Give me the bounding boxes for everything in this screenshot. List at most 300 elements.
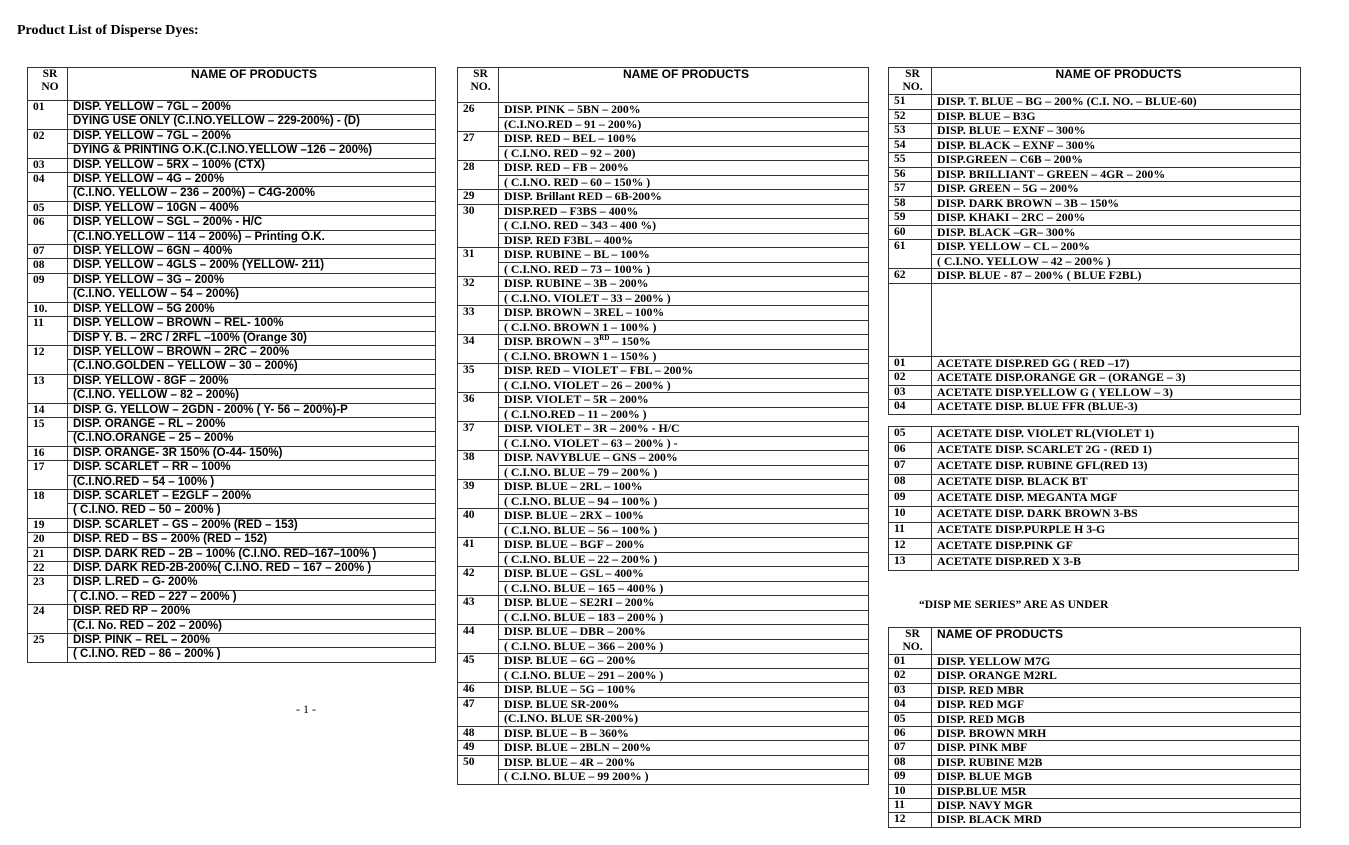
table-row — [28, 259, 436, 273]
table-row — [28, 634, 436, 648]
sr-number-cell — [458, 436, 499, 451]
product-name-cell: DISP.RED – F3BS – 400% — [499, 204, 869, 219]
table-row — [28, 374, 436, 388]
page-number: - 1 - — [296, 702, 316, 716]
product-name-cell: DISP. RED MGB — [932, 712, 1301, 726]
sr-number-cell — [458, 639, 499, 654]
product-name-cell: ACETATE DISP. RUBINE GFL(RED 13) — [932, 459, 1299, 475]
table-row — [889, 507, 1299, 523]
product-name-cell: (C.I.NO.YELLOW – 114 – 200%) – Printing O.K. — [68, 230, 436, 244]
product-name-cell: DISP. BLUE – B – 360% — [499, 726, 869, 741]
product-name-cell: DISP. BRILLIANT – GREEN – 4GR – 200% — [932, 167, 1301, 182]
product-name-cell: DISP. YELLOW – 3G – 200% — [68, 273, 436, 287]
sr-number-cell: 10 — [889, 507, 932, 523]
table-row — [889, 669, 1301, 683]
sr-number-cell: 16 — [28, 446, 68, 460]
table-row — [458, 161, 869, 176]
product-name-cell: ACETATE DISP. BLUE FFR (BLUE-3) — [932, 400, 1301, 415]
products-table-1 — [27, 67, 436, 663]
table-row — [28, 201, 436, 215]
sr-number-cell: 04 — [889, 698, 932, 712]
product-name-cell: DISP. BLUE – 6G – 200% — [499, 654, 869, 669]
sr-number-cell — [458, 494, 499, 509]
product-name-cell: DISP Y. B. – 2RC / 2RFL –100% (Orange 30) — [68, 331, 436, 345]
sr-number-cell: 01 — [28, 101, 68, 115]
product-name-cell: ( C.I.NO. BROWN 1 – 100% ) — [499, 320, 869, 335]
sr-number-cell — [458, 523, 499, 538]
product-name-cell: DISP. NAVYBLUE – GNS – 200% — [499, 451, 869, 466]
product-name-cell: DISP. SCARLET – RR – 100% — [68, 461, 436, 475]
sr-number-cell — [458, 610, 499, 625]
product-name-cell: DISP.BLUE M5R — [932, 784, 1301, 798]
product-name-cell: DISP. BROWN – 3REL – 100% — [499, 306, 869, 321]
product-name-cell: ( C.I.NO. BLUE – 94 – 100% ) — [499, 494, 869, 509]
table-row — [889, 95, 1301, 110]
product-name-cell: DISP. DARK RED – 2B – 100% (C.I.NO. RED–167–100% ) — [68, 547, 436, 561]
product-name-cell: ( C.I.NO. YELLOW – 42 – 200% ) — [932, 254, 1301, 269]
table-row — [28, 475, 436, 489]
table-row — [458, 625, 869, 640]
table-row — [458, 393, 869, 408]
product-name-cell: DISP. RED MGF — [932, 698, 1301, 712]
sr-number-cell: 46 — [458, 683, 499, 698]
product-name-cell: (C.I.NO.GOLDEN – YELLOW – 30 – 200%) — [68, 360, 436, 374]
table-header-row — [28, 68, 436, 101]
acetate-table-2 — [888, 426, 1299, 571]
sr-number-cell: 10. — [28, 302, 68, 316]
table-row — [458, 175, 869, 190]
table-row — [28, 230, 436, 244]
product-name-cell: ( C.I.NO. BLUE – 165 – 400% ) — [499, 581, 869, 596]
blank-cell — [889, 283, 932, 356]
table-row — [458, 103, 869, 118]
product-name-cell: ( C.I.NO. BLUE – 291 – 200% ) — [499, 668, 869, 683]
table-row — [28, 518, 436, 532]
product-name-cell: DISP. YELLOW - 8GF – 200% — [68, 374, 436, 388]
sr-number-cell — [28, 331, 68, 345]
sr-number-cell: 11 — [889, 523, 932, 539]
product-name-cell: DISP. GREEN – 5G – 200% — [932, 182, 1301, 197]
table-row — [889, 459, 1299, 475]
table-row — [889, 813, 1301, 827]
table-row — [28, 547, 436, 561]
table-row — [28, 417, 436, 431]
product-name-cell: (C.I.NO. YELLOW – 82 – 200%) — [68, 389, 436, 403]
product-name-cell: DISP. KHAKI – 2RC – 200% — [932, 211, 1301, 226]
sr-number-cell — [458, 117, 499, 132]
table-row — [889, 523, 1299, 539]
table-row — [458, 509, 869, 524]
sr-number-cell: 09 — [28, 273, 68, 287]
sr-number-cell: 01 — [889, 655, 932, 669]
product-name-cell: ( C.I.NO. BLUE – 79 – 200% ) — [499, 465, 869, 480]
sr-number-cell — [28, 504, 68, 518]
product-name-cell: DISP. BLACK – EXNF – 300% — [932, 138, 1301, 153]
table-row — [458, 639, 869, 654]
product-name-cell: ACETATE DISP. VIOLET RL(VIOLET 1) — [932, 427, 1299, 443]
product-name-cell: DISP. VIOLET – 3R – 200% - H/C — [499, 422, 869, 437]
table-row — [458, 523, 869, 538]
table-row — [28, 216, 436, 230]
table-row — [458, 770, 869, 785]
table-row — [889, 475, 1299, 491]
product-name-cell: ( C.I.NO. VIOLET – 63 – 200% ) - — [499, 436, 869, 451]
table-row — [889, 555, 1299, 571]
sr-number-cell: 38 — [458, 451, 499, 466]
product-name-cell: DISP. T. BLUE – BG – 200% (C.I. NO. – BLUE-60) — [932, 95, 1301, 110]
product-name-cell: DISP. PINK – REL – 200% — [68, 634, 436, 648]
table-body — [889, 427, 1299, 571]
table-row — [28, 489, 436, 503]
table-row — [28, 144, 436, 158]
product-name-cell: DISP. YELLOW – 10GN – 400% — [68, 201, 436, 215]
table-row — [28, 288, 436, 302]
sr-number-cell: 01 — [889, 356, 932, 371]
table-row — [458, 204, 869, 219]
sr-number-cell — [889, 254, 932, 269]
table-row — [889, 770, 1301, 784]
sr-number-cell: 24 — [28, 605, 68, 619]
sr-number-cell: 50 — [458, 755, 499, 770]
sr-number-cell — [458, 378, 499, 393]
sr-no-header: SR NO. — [889, 628, 932, 655]
sr-number-cell: 41 — [458, 538, 499, 553]
table-row — [458, 436, 869, 451]
sr-no-header: SR NO — [28, 68, 68, 101]
sr-number-cell: 07 — [889, 459, 932, 475]
table-row — [889, 153, 1301, 168]
table-row — [458, 407, 869, 422]
sr-number-cell — [28, 432, 68, 446]
name-header: NAME OF PRODUCTS — [932, 628, 1301, 655]
product-name-cell: DISP. YELLOW – 6GN – 400% — [68, 245, 436, 259]
sr-number-cell: 07 — [28, 245, 68, 259]
sr-number-cell: 48 — [458, 726, 499, 741]
table-header-row — [889, 628, 1301, 655]
sr-number-cell: 06 — [28, 216, 68, 230]
product-name-cell: (C.I.NO. YELLOW – 236 – 200%) – C4G-200% — [68, 187, 436, 201]
sr-number-cell — [458, 349, 499, 364]
table-row — [889, 400, 1301, 415]
product-name-cell: DISP. RUBINE M2B — [932, 755, 1301, 769]
table-row — [28, 605, 436, 619]
product-name-cell: DISP. RED – FB – 200% — [499, 161, 869, 176]
table-row — [458, 233, 869, 248]
product-name-cell: DISP. BLUE – B3G — [932, 109, 1301, 124]
table-row — [28, 504, 436, 518]
sr-number-cell: 12 — [28, 345, 68, 359]
sr-number-cell — [28, 230, 68, 244]
product-name-cell: DISP. BLUE - 87 – 200% ( BLUE F2BL) — [932, 269, 1301, 284]
sr-number-cell: 52 — [889, 109, 932, 124]
sr-number-cell: 06 — [889, 443, 932, 459]
sr-number-cell — [458, 407, 499, 422]
sr-number-cell — [458, 465, 499, 480]
product-name-cell: DISP. RED – BS – 200% (RED – 152) — [68, 533, 436, 547]
table-row — [28, 446, 436, 460]
product-name-cell: DISP. BLACK –GR– 300% — [932, 225, 1301, 240]
sr-number-cell — [458, 262, 499, 277]
table-row — [458, 291, 869, 306]
sr-number-cell: 09 — [889, 770, 932, 784]
sr-number-cell — [458, 219, 499, 234]
sr-number-cell: 29 — [458, 190, 499, 205]
table-row — [889, 698, 1301, 712]
sr-number-cell: 51 — [889, 95, 932, 110]
sr-number-cell: 58 — [889, 196, 932, 211]
product-name-cell: DISP. BLUE – DBR – 200% — [499, 625, 869, 640]
table-row — [889, 211, 1301, 226]
table-row — [889, 727, 1301, 741]
sr-number-cell: 12 — [889, 539, 932, 555]
sr-number-cell: 35 — [458, 364, 499, 379]
product-name-cell: DISP. BLUE – EXNF – 300% — [932, 124, 1301, 139]
table-row — [458, 117, 869, 132]
page-title: Product List of Disperse Dyes: — [17, 23, 199, 38]
product-name-cell: DISP. SCARLET – E2GLF – 200% — [68, 489, 436, 503]
sr-number-cell — [28, 648, 68, 662]
product-name-cell: DISP. SCARLET – GS – 200% (RED – 153) — [68, 518, 436, 532]
sr-number-cell — [28, 475, 68, 489]
table-row — [458, 668, 869, 683]
table-row — [458, 581, 869, 596]
table-row — [889, 491, 1299, 507]
table-body — [889, 655, 1301, 828]
product-name-cell: DISP. G. YELLOW – 2GDN - 200% ( Y- 56 – 200%)-P — [68, 403, 436, 417]
table-row — [28, 245, 436, 259]
table-row — [889, 109, 1301, 124]
table-row — [28, 533, 436, 547]
sr-number-cell: 15 — [28, 417, 68, 431]
table-row — [889, 196, 1301, 211]
table-row — [458, 146, 869, 161]
sr-number-cell: 09 — [889, 491, 932, 507]
sr-number-cell — [458, 291, 499, 306]
sr-number-cell — [28, 360, 68, 374]
table-row — [458, 697, 869, 712]
sr-number-cell: 21 — [28, 547, 68, 561]
product-name-cell: DISP. RED – BEL – 100% — [499, 132, 869, 147]
product-name-cell: ( C.I.NO. RED – 92 – 200) — [499, 146, 869, 161]
table-row — [458, 741, 869, 756]
table-header-row — [889, 68, 1301, 95]
table-row — [458, 654, 869, 669]
product-name-cell: ( C.I.NO. BLUE – 99 200% ) — [499, 770, 869, 785]
product-name-cell: DISP. RED F3BL – 400% — [499, 233, 869, 248]
sr-number-cell: 30 — [458, 204, 499, 219]
sr-number-cell: 13 — [889, 555, 932, 571]
table-body — [458, 103, 869, 785]
product-name-cell: ACETATE DISP.ORANGE GR – (ORANGE – 3) — [932, 371, 1301, 386]
table-row — [28, 115, 436, 129]
sr-number-cell: 17 — [28, 461, 68, 475]
sr-number-cell — [458, 146, 499, 161]
table-row — [458, 364, 869, 379]
product-name-cell: ACETATE DISP.PURPLE H 3-G — [932, 523, 1299, 539]
sr-number-cell: 05 — [28, 201, 68, 215]
table-row — [28, 389, 436, 403]
product-name-cell: ( C.I.NO. BLUE – 56 – 100% ) — [499, 523, 869, 538]
product-name-cell: ( C.I.NO. BLUE – 183 – 200% ) — [499, 610, 869, 625]
sr-number-cell: 56 — [889, 167, 932, 182]
product-name-cell: DISP. YELLOW – 4GLS – 200% (YELLOW- 211) — [68, 259, 436, 273]
sr-number-cell — [28, 288, 68, 302]
table-row — [889, 427, 1299, 443]
table-row — [458, 248, 869, 263]
sr-number-cell: 33 — [458, 306, 499, 321]
table-row — [889, 712, 1301, 726]
product-name-cell: ( C.I.NO. VIOLET – 33 – 200% ) — [499, 291, 869, 306]
product-name-cell: DISP. BROWN MRH — [932, 727, 1301, 741]
table-row — [28, 158, 436, 172]
product-name-cell: DISP. DARK RED-2B-200%( C.I.NO. RED – 167 – 200% ) — [68, 562, 436, 576]
sr-number-cell: 18 — [28, 489, 68, 503]
sr-number-cell — [458, 175, 499, 190]
product-name-cell: DISP. RED – VIOLET – FBL – 200% — [499, 364, 869, 379]
product-name-cell: ACETATE DISP. MEGANTA MGF — [932, 491, 1299, 507]
product-name-cell: DISP. BLUE – BGF – 200% — [499, 538, 869, 553]
product-name-cell: DISP. PINK – 5BN – 200% — [499, 103, 869, 118]
sr-number-cell: 08 — [889, 755, 932, 769]
product-name-cell: DISP. NAVY MGR — [932, 799, 1301, 813]
table-row — [458, 190, 869, 205]
table-row — [889, 741, 1301, 755]
table-row — [889, 269, 1301, 284]
sr-number-cell — [458, 668, 499, 683]
sr-number-cell: 11 — [28, 317, 68, 331]
sr-number-cell: 62 — [889, 269, 932, 284]
product-name-cell: DISP. BLACK MRD — [932, 813, 1301, 827]
product-name-cell: (C.I.NO. YELLOW – 54 – 200%) — [68, 288, 436, 302]
sr-number-cell: 07 — [889, 741, 932, 755]
table-row — [28, 432, 436, 446]
sr-number-cell: 02 — [28, 129, 68, 143]
sr-number-cell — [458, 233, 499, 248]
table-row — [28, 360, 436, 374]
sr-number-cell: 20 — [28, 533, 68, 547]
table-row — [889, 539, 1299, 555]
table-body — [28, 101, 436, 663]
sr-number-cell: 43 — [458, 596, 499, 611]
sr-number-cell: 49 — [458, 741, 499, 756]
products-table-2 — [457, 67, 869, 785]
product-name-cell: DISP. YELLOW M7G — [932, 655, 1301, 669]
sr-number-cell: 45 — [458, 654, 499, 669]
sr-number-cell: 11 — [889, 799, 932, 813]
table-row — [458, 552, 869, 567]
product-name-cell: ACETATE DISP.YELLOW G ( YELLOW – 3) — [932, 385, 1301, 400]
product-name-cell: DISP. ORANGE – RL – 200% — [68, 417, 436, 431]
sr-number-cell: 57 — [889, 182, 932, 197]
product-name-cell: DISP. YELLOW – CL – 200% — [932, 240, 1301, 255]
table-row — [28, 331, 436, 345]
table-row — [889, 240, 1301, 255]
sr-number-cell: 54 — [889, 138, 932, 153]
sr-number-cell: 59 — [889, 211, 932, 226]
sr-number-cell: 05 — [889, 712, 932, 726]
table-row — [889, 655, 1301, 669]
sr-number-cell — [458, 712, 499, 727]
table-row — [458, 712, 869, 727]
sr-number-cell: 34 — [458, 335, 499, 350]
product-name-cell: (C.I.NO.RED – 54 – 100% ) — [68, 475, 436, 489]
table-row — [28, 590, 436, 604]
sr-no-header: SR NO. — [889, 68, 932, 95]
sr-number-cell — [458, 770, 499, 785]
table-row — [28, 187, 436, 201]
sr-number-cell: 05 — [889, 427, 932, 443]
table-row — [28, 345, 436, 359]
table-row — [28, 302, 436, 316]
table-row — [889, 124, 1301, 139]
product-name-cell: DISP. BLUE SR-200% — [499, 697, 869, 712]
product-name-cell: DISP. BROWN – 3RD – 150% — [499, 335, 869, 350]
table-row — [458, 538, 869, 553]
sr-number-cell: 02 — [889, 371, 932, 386]
table-row — [458, 480, 869, 495]
product-name-cell: DISP. YELLOW – BROWN – 2RC – 200% — [68, 345, 436, 359]
table-body — [889, 95, 1301, 415]
sr-number-cell: 42 — [458, 567, 499, 582]
product-name-cell: ( C.I.NO. VIOLET – 26 – 200% ) — [499, 378, 869, 393]
sr-number-cell — [28, 619, 68, 633]
table-row — [889, 182, 1301, 197]
product-name-cell: ACETATE DISP.RED GG ( RED –17) — [932, 356, 1301, 371]
table-row — [28, 648, 436, 662]
table-row — [28, 619, 436, 633]
product-name-cell: ( C.I.NO. BLUE – 366 – 200% ) — [499, 639, 869, 654]
table-row — [458, 755, 869, 770]
product-name-cell: DISP. PINK MBF — [932, 741, 1301, 755]
table-header-row — [458, 68, 869, 103]
product-name-cell: DISP. RED RP – 200% — [68, 605, 436, 619]
product-name-cell: (C.I.NO.ORANGE – 25 – 200% — [68, 432, 436, 446]
table-row — [458, 378, 869, 393]
sr-number-cell: 03 — [889, 683, 932, 697]
name-header: NAME OF PRODUCTS — [932, 68, 1301, 95]
product-name-cell: DISP. ORANGE- 3R 150% (O-44- 150%) — [68, 446, 436, 460]
sr-number-cell — [28, 144, 68, 158]
table-row — [458, 494, 869, 509]
table-row — [889, 784, 1301, 798]
table-row — [889, 254, 1301, 269]
product-name-cell: DISP. RUBINE – 3B – 200% — [499, 277, 869, 292]
sr-number-cell: 03 — [28, 158, 68, 172]
sr-number-cell — [28, 590, 68, 604]
product-name-cell: ACETATE DISP. DARK BROWN 3-BS — [932, 507, 1299, 523]
sr-number-cell: 23 — [28, 576, 68, 590]
product-name-cell: DISP. YELLOW – SGL – 200% - H/C — [68, 216, 436, 230]
table-row — [28, 562, 436, 576]
table-row — [889, 356, 1301, 371]
product-name-cell: ( C.I.NO. RED – 50 – 200% ) — [68, 504, 436, 518]
table-row — [28, 576, 436, 590]
table-row — [458, 262, 869, 277]
sr-number-cell: 36 — [458, 393, 499, 408]
table-row — [889, 443, 1299, 459]
sr-number-cell: 26 — [458, 103, 499, 118]
table-row — [889, 799, 1301, 813]
sr-number-cell: 22 — [28, 562, 68, 576]
sr-number-cell — [28, 389, 68, 403]
sr-number-cell: 25 — [28, 634, 68, 648]
table-row — [458, 610, 869, 625]
product-name-cell: DISP. YELLOW – 7GL – 200% — [68, 129, 436, 143]
product-name-cell: DISP. VIOLET – 5R – 200% — [499, 393, 869, 408]
table-row — [889, 385, 1301, 400]
table-row — [458, 335, 869, 350]
sr-number-cell: 60 — [889, 225, 932, 240]
